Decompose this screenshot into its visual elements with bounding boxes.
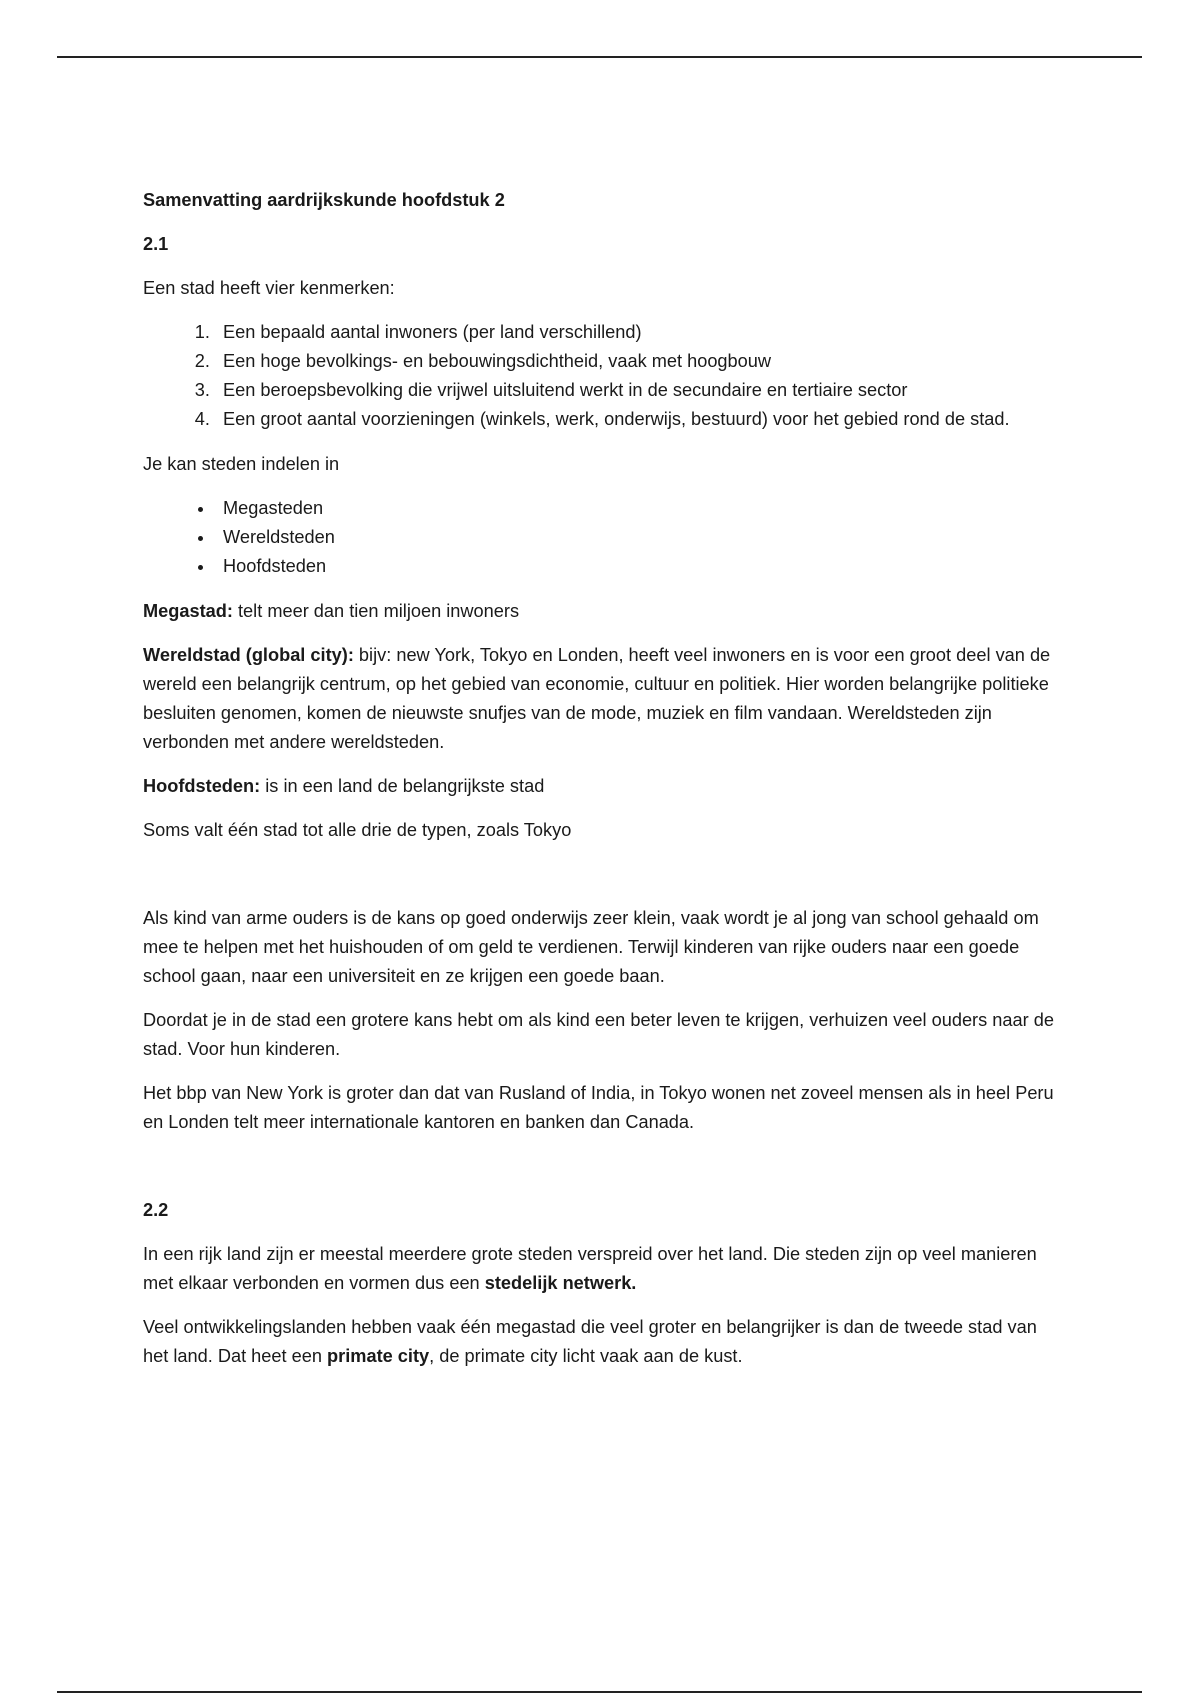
header-rule	[57, 56, 1142, 58]
primate-city-paragraph	[143, 1313, 1063, 1371]
list-item: • Hoofdsteden	[215, 552, 1063, 581]
document-title: Samenvatting aardrijkskunde hoofdstuk 2	[143, 190, 505, 210]
arme-ouders-paragraph: Als kind van arme ouders is de kans op goed onderwijs zeer klein, vaak wordt je al jong van school gehaald om mee te helpen met het huishouden of om geld te verdienen. Terwijl kinderen van rijke ouders naar een goede school gaan, naar een universiteit en ze krijgen een goede baan.	[143, 908, 1039, 986]
megastad-term: Megastad:	[143, 601, 233, 621]
kenmerken-list	[143, 318, 1063, 434]
list-item: 1. Een bepaald aantal inwoners (per land verschillend)	[215, 318, 1063, 347]
primate-text-before: Veel ontwikkelingslanden hebben vaak één megastad die veel groter en belangrijker is dan de tweede stad van het land. Dat heet een	[143, 1317, 1037, 1366]
list-item: 4. Een groot aantal voorzieningen (winkels, werk, onderwijs, bestuurd) voor het gebied rond de stad.	[215, 405, 1063, 434]
primate-text-after: , de primate city licht vaak aan de kust.	[429, 1346, 743, 1366]
indeling-intro: Je kan steden indelen in	[143, 454, 340, 474]
indeling-list	[143, 494, 1063, 581]
wereldstad-text: bijv: new York, Tokyo en Londen, heeft veel inwoners en is voor een groot deel van de wereld een belangrijk centrum, op het gebied van economie, cultuur en politiek. Hier worden belangrijke politieke besluiten genomen, komen de nieuwste snufjes van de mode, muziek en film vandaan. Wereldsteden zijn verbonden met andere wereldsteden.	[143, 645, 1051, 752]
netwerk-text: In een rijk land zijn er meestal meerdere grote steden verspreid over het land. Die steden zijn op veel manieren met elkaar verbonden en vormen dus een	[143, 1244, 1037, 1293]
bbp-paragraph: Het bbp van New York is groter dan dat van Rusland of India, in Tokyo wonen net zoveel mensen als in heel Peru en Londen telt meer internationale kantoren en banken dan Canada.	[143, 1083, 1054, 1132]
drie-typen-paragraph: Soms valt één stad tot alle drie de typen, zoals Tokyo	[143, 820, 572, 840]
primate-term: primate city	[327, 1346, 430, 1366]
list-item: • Megasteden	[215, 494, 1063, 523]
list-item: • Wereldsteden	[215, 523, 1063, 552]
section-heading-2-2: 2.2	[143, 1200, 169, 1220]
section-heading-2-1: 2.1	[143, 234, 169, 254]
wereldstad-definition	[143, 641, 1063, 757]
megastad-text: telt meer dan tien miljoen inwoners	[232, 601, 520, 621]
list-item: 3. Een beroepsbevolking die vrijwel uitsluitend werkt in de secundaire en tertiaire sector	[215, 376, 1063, 405]
stedelijk-netwerk-paragraph	[143, 1240, 1063, 1298]
footer-rule	[57, 1691, 1142, 1693]
hoofdsteden-term: Hoofdsteden:	[143, 776, 261, 796]
hoofdsteden-text: is in een land de belangrijkste stad	[260, 776, 545, 796]
hoofdsteden-definition	[143, 772, 1063, 801]
document-body	[143, 186, 1063, 1386]
netwerk-term: stedelijk netwerk.	[484, 1273, 637, 1293]
list-item: 2. Een hoge bevolkings- en bebouwingsdichtheid, vaak met hoogbouw	[215, 347, 1063, 376]
wereldstad-term: Wereldstad (global city):	[143, 645, 354, 665]
megastad-definition	[143, 597, 1063, 626]
verhuizen-paragraph: Doordat je in de stad een grotere kans hebt om als kind een beter leven te krijgen, verhuizen veel ouders naar de stad. Voor hun kinderen.	[143, 1010, 1054, 1059]
kenmerken-intro: Een stad heeft vier kenmerken:	[143, 278, 395, 298]
